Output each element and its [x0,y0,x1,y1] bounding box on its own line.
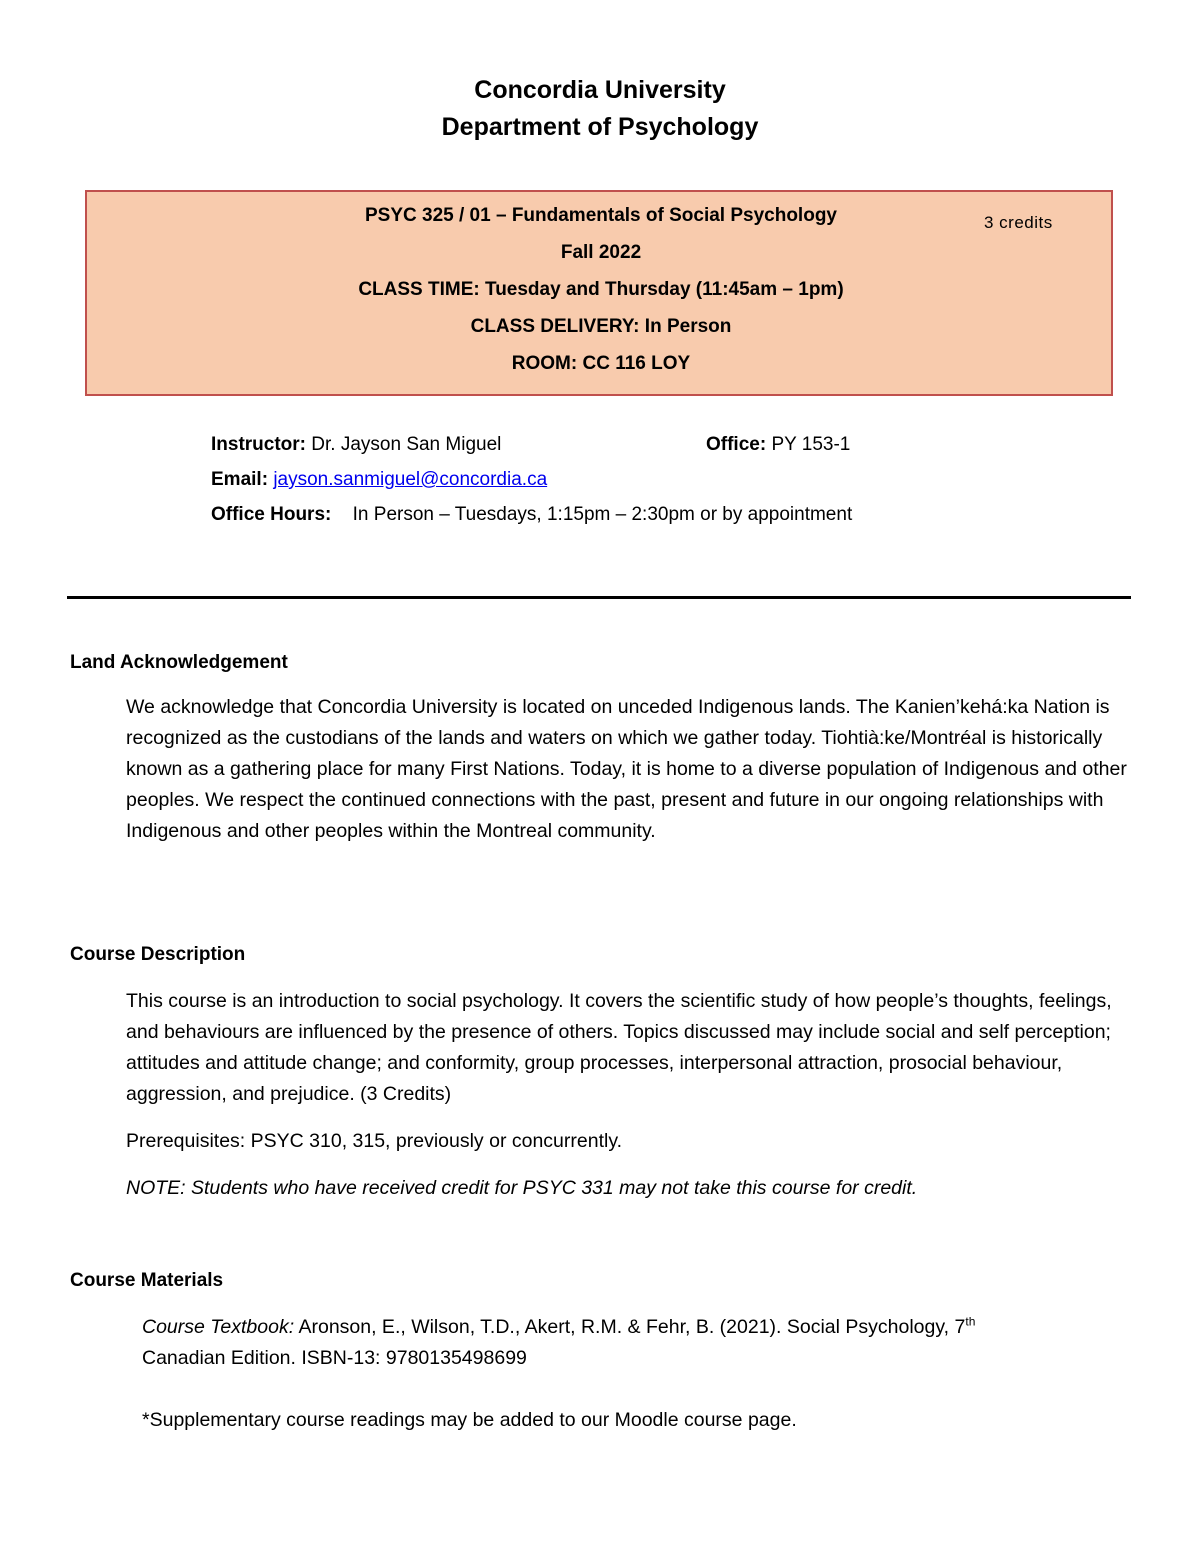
class-time: CLASS TIME: Tuesday and Thursday (11:45am – 1pm) [358,279,844,300]
class-room: ROOM: CC 116 LOY [511,353,691,374]
course-description-text: This course is an introduction to social psychology. It covers the scientific study of how people’s thoughts, feelings, and behaviours are influenced by the presence of others. Topics discussed may include social and self perception; attitudes and attitude change; and conformity, group processes, interpersonal attraction, prosocial behaviour, aggression, and prejudice. (3 Credits) [126,990,1112,1105]
course-materials-heading: Course Materials [70,1270,224,1291]
land-acknowledgement-heading: Land Acknowledgement [70,652,288,673]
course-note: NOTE: Students who have received credit for PSYC 331 may not take this course for credit. [126,1177,918,1199]
office-hours-value: In Person – Tuesdays, 1:15pm – 2:30pm or by appointment [352,504,853,525]
class-delivery: CLASS DELIVERY: In Person [470,316,732,337]
course-description-heading: Course Description [70,944,246,965]
department-name: Department of Psychology [441,113,759,141]
office-line [706,434,850,456]
course-term: Fall 2022 [560,242,642,263]
textbook-label: Course Textbook: [142,1316,295,1338]
textbook-line [142,1316,975,1339]
supplementary-readings: *Supplementary course readings may be added to our Moodle course page. [142,1409,797,1431]
section-divider [67,596,1131,599]
email-line [211,469,547,491]
office-hours-label: Office Hours: [211,504,332,525]
textbook-citation: Aronson, E., Wilson, T.D., Akert, R.M. & Fehr, B. (2021). Social Psychology, 7 [298,1316,966,1338]
instructor-name: Dr. Jayson San Miguel [311,434,502,455]
office-hours-line [211,504,852,526]
university-name: Concordia University [474,76,726,104]
instructor-label: Instructor: [211,434,306,455]
instructor-line [211,434,501,456]
textbook-edition-sup: th [965,1314,976,1329]
email-link[interactable]: jayson.sanmiguel@concordia.ca [273,469,548,490]
course-info-box [85,190,1113,396]
land-acknowledgement-text: We acknowledge that Concordia University is located on unceded Indigenous lands. The Kanien’kehá:ka Nation is recognized as the custodians of the lands and waters on which we gather today. Tiohtià:ke/Montréal is historically known as a gathering place for many First Nations. Today, it is home to a diverse population of Indigenous and other peoples. We respect the continued connections with the past, present and future in our ongoing relationships with Indigenous and other peoples within the Montreal community. [126,696,1127,842]
office-label: Office: [706,434,767,455]
prerequisites-text: Prerequisites: PSYC 310, 315, previously or concurrently. [126,1130,623,1152]
office-value: PY 153-1 [771,434,851,455]
course-credits: 3 credits [984,213,1053,232]
course-title: PSYC 325 / 01 – Fundamentals of Social Psychology [365,205,837,226]
textbook-isbn-line: Canadian Edition. ISBN-13: 9780135498699 [142,1347,527,1369]
email-label: Email: [211,469,269,490]
